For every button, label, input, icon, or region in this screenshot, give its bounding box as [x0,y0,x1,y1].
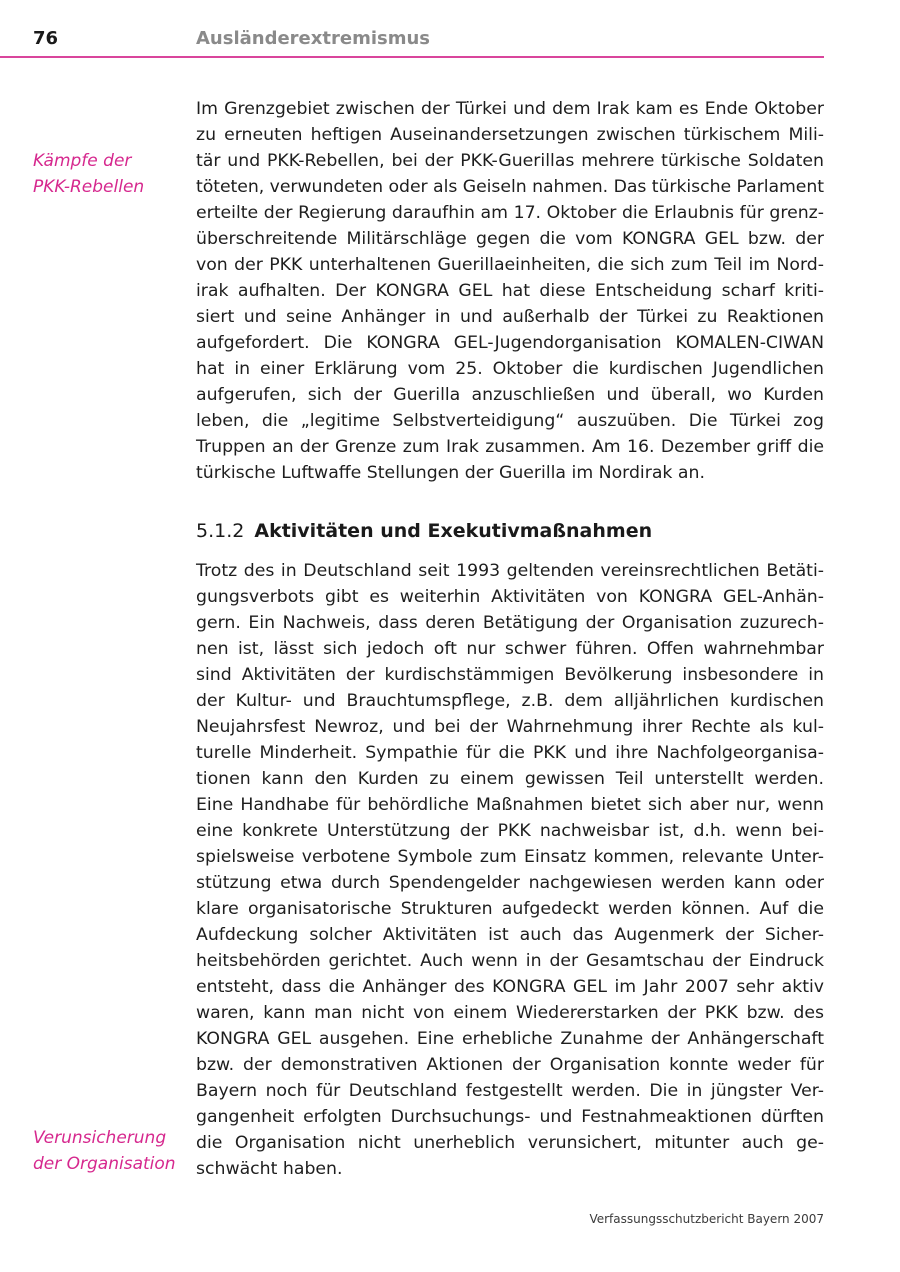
margin-note-line: Kämpfe der [33,151,132,171]
text-line: klare organisatorische Strukturen aufgedeckt werden können. Auf die [196,899,824,919]
text-line: türkische Luftwaffe Stellungen der Guerilla im Nordirak an. [196,463,705,483]
text-line: von der PKK unterhaltenen Guerillaeinheiten, die sich zum Teil im Nord- [196,255,824,275]
text-line: die Organisation nicht unerheblich verunsichert, mitunter auch ge- [196,1133,824,1153]
text-line: Eine Handhabe für behördliche Maßnahmen bietet sich aber nur, wenn [196,795,824,815]
text-line: eine konkrete Unterstützung der PKK nachweisbar ist, d.h. wenn bei- [196,821,824,841]
text-line: waren, kann man nicht von einem Wiedererstarken der PKK bzw. des [196,1003,824,1023]
text-line: zu erneuten heftigen Auseinandersetzungen zwischen türkischem Mili- [196,125,824,145]
text-line: heitsbehörden gerichtet. Auch wenn in der Gesamtschau der Eindruck [196,951,824,971]
text-line: bzw. der demonstrativen Aktionen der Organisation konnte weder für [196,1055,824,1075]
text-line: Neujahrsfest Newroz, und bei der Wahrnehmung ihrer Rechte als kul- [196,717,824,737]
text-line: siert und seine Anhänger in und außerhalb der Türkei zu Reaktionen [196,307,824,327]
text-line: entsteht, dass die Anhänger des KONGRA GEL im Jahr 2007 sehr aktiv [196,977,824,997]
text-line: hat in einer Erklärung vom 25. Oktober die kurdischen Jugendlichen [196,359,824,379]
margin-note-line: Verunsicherung [33,1128,167,1148]
page-header [0,0,900,60]
section-number: 5.1.2 [196,520,245,542]
paragraph-activities [196,558,824,1182]
text-line: überschreitende Militärschläge gegen die vom KONGRA GEL bzw. der [196,229,824,249]
running-title: Ausländerextremismus [196,28,430,49]
paragraph-border-conflict [196,96,824,486]
text-line: Im Grenzgebiet zwischen der Türkei und dem Irak kam es Ende Oktober [196,99,824,119]
text-line: Trotz des in Deutschland seit 1993 geltenden vereinsrechtlichen Betäti- [196,561,824,581]
text-line: spielsweise verbotene Symbole zum Einsatz kommen, relevante Unter- [196,847,824,867]
text-line: gungsverbots gibt es weiterhin Aktivitäten von KONGRA GEL-Anhän- [196,587,824,607]
section-title: Aktivitäten und Exekutivmaßnahmen [254,520,653,542]
text-line: leben, die „legitime Selbstverteidigung“ auszuüben. Die Türkei zog [196,411,824,431]
text-line: stützung etwa durch Spendengelder nachgewiesen werden kann oder [196,873,824,893]
text-line: aufgefordert. Die KONGRA GEL-Jugendorganisation KOMALEN-CIWAN [196,333,824,353]
text-line: Truppen an der Grenze zum Irak zusammen. Am 16. Dezember griff die [196,437,824,457]
margin-note-uncertainty [33,1125,176,1177]
text-line: sind Aktivitäten der kurdischstämmigen Bevölkerung insbesondere in [196,665,824,685]
text-line: irak aufhalten. Der KONGRA GEL hat diese Entscheidung scharf kriti- [196,281,824,301]
margin-note-line: der Organisation [33,1154,176,1174]
text-line: erteilte der Regierung daraufhin am 17. Oktober die Erlaubnis für grenz- [196,203,824,223]
text-line: schwächt haben. [196,1159,343,1179]
text-line: Aufdeckung solcher Aktivitäten ist auch das Augenmerk der Sicher- [196,925,824,945]
page-footer: Verfassungsschutzbericht Bayern 2007 [589,1212,824,1226]
header-rule [0,56,824,58]
text-line: der Kultur- und Brauchtumspflege, z.B. dem alljährlichen kurdischen [196,691,824,711]
text-line: tär und PKK-Rebellen, bei der PKK-Guerillas mehrere türkische Soldaten [196,151,824,171]
margin-note-pkk-fights [33,148,144,200]
text-line: gern. Ein Nachweis, dass deren Betätigung der Organisation zuzurech- [196,613,824,633]
text-line: nen ist, lässt sich jedoch oft nur schwer führen. Offen wahrnehmbar [196,639,824,659]
margin-note-line: PKK-Rebellen [33,177,145,197]
page-number: 76 [33,28,59,49]
text-line: turelle Minderheit. Sympathie für die PKK und ihre Nachfolgeorganisa- [196,743,824,763]
text-line: töteten, verwundeten oder als Geiseln nahmen. Das türkische Parlament [196,177,824,197]
text-line: KONGRA GEL ausgehen. Eine erhebliche Zunahme der Anhängerschaft [196,1029,824,1049]
text-line: aufgerufen, sich der Guerilla anzuschließen und überall, wo Kurden [196,385,824,405]
text-line: gangenheit erfolgten Durchsuchungs- und Festnahmeaktionen dürften [196,1107,824,1127]
section-heading [196,517,652,545]
text-line: tionen kann den Kurden zu einem gewissen Teil unterstellt werden. [196,769,824,789]
text-line: Bayern noch für Deutschland festgestellt werden. Die in jüngster Ver- [196,1081,824,1101]
